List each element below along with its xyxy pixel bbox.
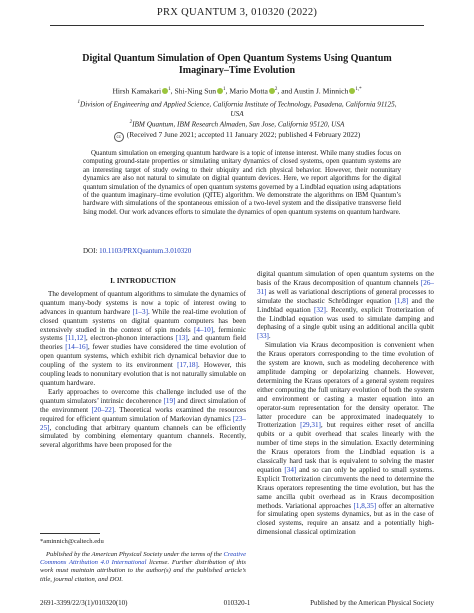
author-name[interactable]: Shi-Ning Sun: [174, 86, 217, 96]
affiliation-2: [40, 118, 434, 130]
affiliation-mark: 1: [77, 100, 80, 105]
left-column: [40, 277, 246, 450]
license-note: [40, 551, 246, 584]
paragraph-text: The development of quantum algorithms to simulate the dynamics of quantum many-body systems is now a topic of interest owing to advances in quantum hardware: [40, 289, 246, 316]
paragraph-text: Early approaches to overcome this challenge included use of the quantum simulators’ intrinsic decoherence: [40, 387, 246, 405]
citation-link[interactable]: [23–25]: [40, 414, 246, 432]
citation-link[interactable]: [19]: [163, 396, 176, 405]
affiliation-text: IBM Quantum, IBM Research Almaden, San Jose, California 95120, USA: [132, 120, 345, 129]
license-text: license. Further distribution of this work must maintain attribution to the author(s) and the published article’s title, journal citation, and DOI.: [40, 559, 246, 583]
citation-link[interactable]: [29,31]: [300, 421, 321, 430]
corresponding-email[interactable]: *aminnich@caltech.edu: [40, 538, 104, 545]
paragraph-text: .: [268, 332, 271, 341]
license-link[interactable]: Creative Commons Attribution 4.0 International: [40, 551, 246, 567]
section-heading: I. INTRODUCTION: [110, 276, 176, 285]
citation-link[interactable]: [1,8]: [394, 296, 409, 305]
author-affiliation-mark: 2: [274, 87, 278, 92]
citation-link[interactable]: [33]: [257, 332, 269, 341]
citation-link[interactable]: [32]: [314, 305, 326, 314]
license-text: Published by the American Physical Society under the terms of the: [46, 551, 224, 558]
body-paragraph: [40, 290, 246, 388]
citation-link[interactable]: [4–10]: [194, 325, 214, 334]
body-paragraph: [40, 388, 246, 450]
author-affiliation-mark: 1: [223, 87, 226, 92]
right-column-body: [257, 270, 434, 537]
affiliation-1: [40, 98, 434, 119]
doi-line: [83, 247, 191, 255]
abstract: Quantum simulation on emerging quantum hardware is a topic of intense interest. While many studies focus on computing ground-state properties or simulating unitary dynamics of closed systems, open quantum systems are an interesting target of study owing to their ubiquity and rich physical behavior. However, their nonunitary dynamics are also not natural to simulate on digital quantum devices. Here, we report algorithms for the digital quantum simulation of the dynamics of open quantum systems governed by a Lindblad equation using adaptations of the quantum imaginary–time evolution (QITE) algorithm. We demonstrate the algorithms on IBM Quantum’s hardware with simulations of the spontaneous emission of a two-level system and the dissipative transverse field Ising model. Our work advances efforts to simulate the dynamics of open quantum systems on quantum hardware.: [83, 149, 401, 216]
author-affiliation-mark: 1: [168, 87, 171, 92]
paragraph-text: . However, this coupling leads to nonunitary evolution that is not naturally simulable on quantum hardware.: [40, 361, 246, 387]
paragraph-text: . Recently, explicit Trotterization of the Lindblad equation was used to simulate damping and dephasing of a single qubit using an additional ancilla qubit: [257, 305, 434, 332]
title-line: Digital Quantum Simulation of Open Quantum Systems Using Quantum: [82, 53, 392, 64]
creative-commons-icon[interactable]: cc: [114, 132, 124, 142]
journal-header: PRX QUANTUM 3, 010320 (2022): [156, 7, 318, 18]
footer-code: 2691-3399/22/3(1)/010320(10): [40, 599, 128, 607]
paragraph-text: , but requires either reset of ancilla qubits or a qubit overhead that scales linearly with the number of time steps in the simulation. Exactly determining the Kraus operators from the Lindblad equation is a classically hard task that is equivalent to solving the master equation: [257, 421, 434, 474]
citation-link[interactable]: [26–31]: [257, 278, 434, 296]
publisher-note: Published by the American Physical Society: [310, 599, 434, 607]
affiliation-mark: 2: [129, 120, 133, 125]
body-paragraph: [257, 341, 434, 537]
citation-link[interactable]: [17,18]: [177, 361, 198, 370]
author-name[interactable]: Mario Motta: [229, 86, 268, 96]
footnote-rule: [40, 533, 100, 534]
paragraph-text: and the Lindblad equation: [257, 296, 434, 314]
body-paragraph: [257, 270, 434, 341]
paragraph-text: and so can only be applied to small systems. Explicit Trotterization circumvents the need to determine the Kraus operators representing the time evolution, but has the same ancilla qubit overhead as in Kraus decomposition methods. Variational approaches: [257, 465, 435, 510]
paragraph-text: , and quantum field theories: [40, 334, 246, 352]
citation-link[interactable]: [1–3]: [132, 307, 148, 316]
article-title: [60, 53, 414, 77]
paragraph-text: offer an alternative for simulating open systems dynamics, but as in the case of closed systems, require an ansatz and a potentially high-dimensional classical optimization: [257, 501, 434, 537]
citation-link[interactable]: [13]: [175, 334, 188, 343]
paragraph-text: , concluding that arbitrary quantum channels can be efficiently simulated by combining elementary quantum channels. Recently, several algorithms have been proposed for the: [40, 423, 246, 450]
affiliation-text: USA: [230, 109, 244, 118]
paragraph-text: , electron-phonon interactions: [85, 334, 176, 343]
header-rule: [50, 25, 424, 26]
right-column: [257, 270, 434, 537]
citation-link[interactable]: [14–16]: [65, 343, 88, 352]
author-name[interactable]: Austin J. Minnich: [293, 86, 349, 96]
citation-link[interactable]: [11,12]: [65, 334, 86, 343]
citation-link[interactable]: [1,8,35]: [353, 501, 377, 510]
page-number: 010320-1: [223, 599, 251, 607]
paragraph-text: Simulation via Kraus decomposition is convenient when the Kraus operators corresponding to the time evolution of the system are known, such as modeling decoherence with amplitude damping or depolarizing channels. However, determining the Kraus operators of a general system requires either computing the full unitary evolution of both the system and environment or casting a master equation into an operator-sum representation for the density operator. The latter procedure can be approximated inadequately to Trotterization: [257, 341, 434, 430]
paragraph-text: . Theoretical works examined the resources required for efficient quantum simulation of Markovian dynamics: [40, 405, 246, 423]
paragraph-text: . While the real-time evolution of closed quantum systems on digital quantum computers has been extensively studied in the context of spin models: [40, 307, 246, 334]
publication-dates: [0, 130, 474, 142]
title-line: Imaginary–Time Evolution: [178, 65, 296, 76]
paragraph-text: as well as variational descriptions of general processes to simulate the stochastic Schrödinger equation: [257, 287, 434, 305]
paragraph-text: , fewer studies have considered the time evolution of open quantum systems, which exhibit rich dynamical behavior due to coupling of the system to its environment: [40, 343, 246, 370]
dates-text: (Received 7 June 2021; accepted 11 January 2022; published 4 February 2022): [126, 130, 361, 139]
paragraph-text: and direct simulation of the environment: [40, 396, 246, 414]
affiliation-text: Division of Engineering and Applied Science, California Institute of Technology, Pasadena, California 91125,: [80, 100, 397, 109]
doi-label: DOI:: [83, 247, 98, 255]
doi-link[interactable]: 10.1103/PRXQuantum.3.010320: [99, 247, 192, 255]
paragraph-text: , fermionic systems: [40, 325, 247, 343]
author-list: Hirsh Kamakari $^1$, Shi-Ning Sun $^1$, Mario Motta $^2$, and Austin J. Minnich $^{1,*}$: [112, 86, 362, 96]
citation-link[interactable]: [34]: [284, 465, 297, 474]
left-column-body: [40, 290, 246, 450]
paragraph-text: digital quantum simulation of open quantum systems on the basis of the Kraus decomposition of quantum channels: [257, 270, 434, 287]
author-name[interactable]: Hirsh Kamakari: [112, 86, 162, 96]
citation-link[interactable]: [20–22]: [91, 405, 115, 414]
author-affiliation-mark: 1,*: [355, 87, 362, 92]
